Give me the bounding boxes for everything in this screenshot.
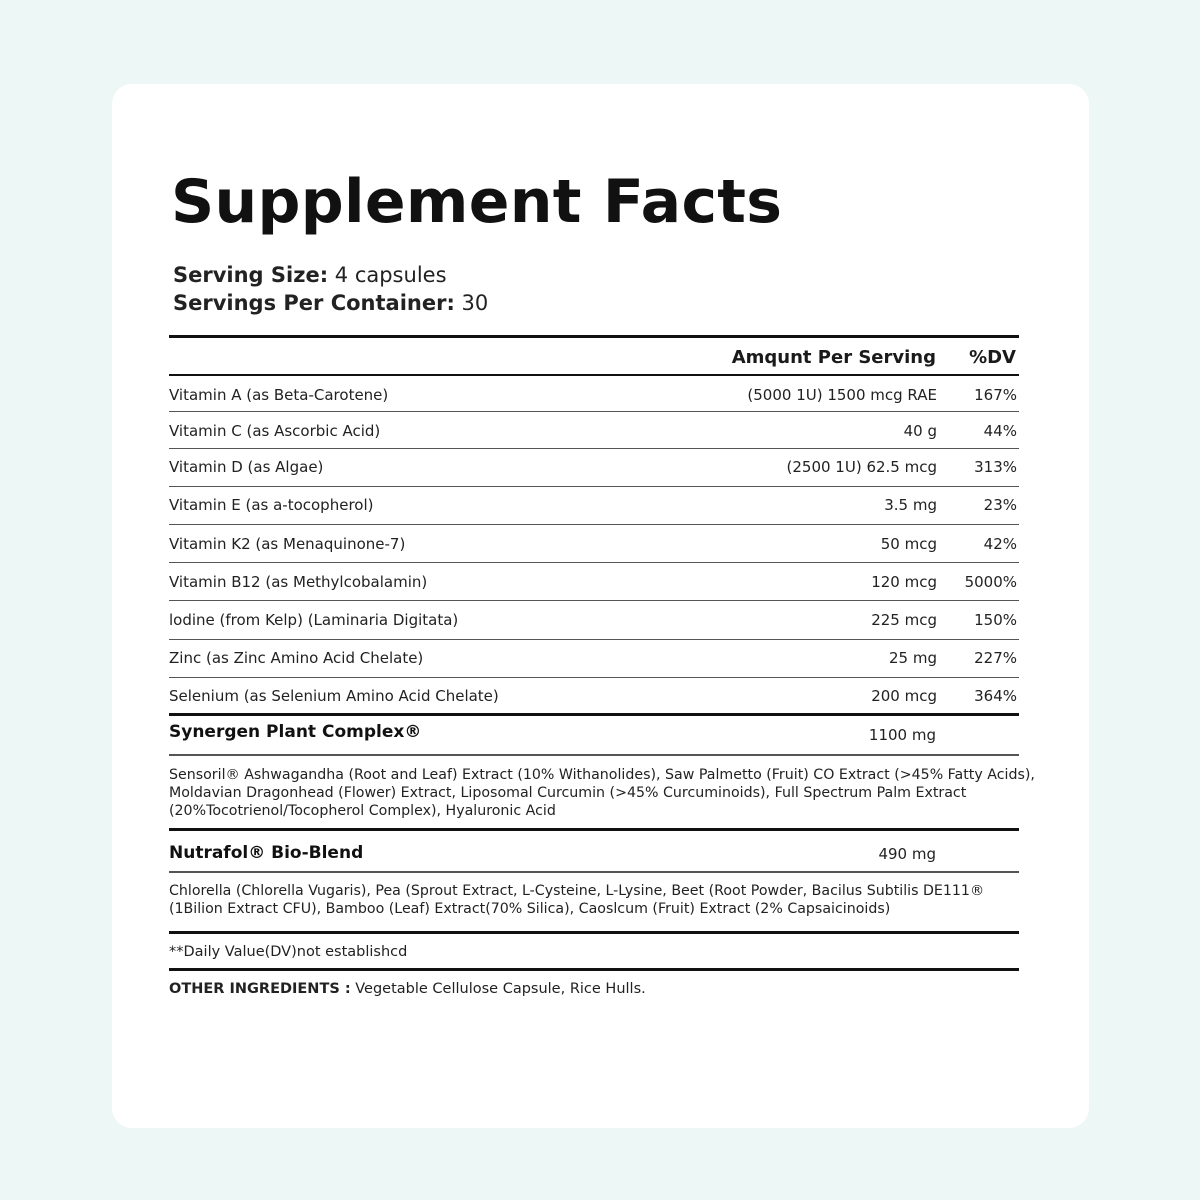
divider xyxy=(169,335,1019,338)
nutrient-row xyxy=(169,487,1019,523)
supplement-facts-card xyxy=(112,84,1089,1128)
blend-amount: 490 mg xyxy=(878,845,936,863)
nutrient-dv: 5000% xyxy=(964,573,1017,591)
footnote: **Daily Value(DV)not establishcd xyxy=(169,944,408,960)
nutrient-dv: 44% xyxy=(983,422,1017,440)
nutrient-dv: 150% xyxy=(974,611,1017,629)
other-ingredients xyxy=(169,979,646,999)
header-amount-per-serving: Amqunt Per Serving xyxy=(731,347,936,368)
divider xyxy=(169,562,1019,563)
page-title: Supplement Facts xyxy=(171,167,783,237)
nutrient-row xyxy=(169,526,1019,562)
nutrient-row xyxy=(169,449,1019,485)
servings-per-container-label: Servings Per Container: xyxy=(173,291,455,315)
nutrient-amount: 225 mcg xyxy=(871,611,937,629)
nutrient-name: Vitamin C (as Ascorbic Acid) xyxy=(169,422,381,440)
divider xyxy=(169,968,1019,971)
divider xyxy=(169,754,1019,756)
servings-per-container xyxy=(173,289,488,317)
nutrient-dv: 227% xyxy=(974,649,1017,667)
nutrient-name: Vitamin E (as a-tocopherol) xyxy=(169,496,374,514)
divider xyxy=(169,524,1019,525)
blend-amount: 1100 mg xyxy=(868,726,936,744)
servings-per-container-value: 30 xyxy=(461,291,489,315)
nutrient-name: lodine (from Kelp) (Laminaria Digitata) xyxy=(169,611,459,629)
nutrient-row xyxy=(169,602,1019,638)
blend-name: Synergen Plant Complex® xyxy=(169,722,422,742)
serving-size-value: 4 capsules xyxy=(334,263,447,287)
nutrient-row xyxy=(169,413,1019,449)
nutrient-name: Vitamin B12 (as Methylcobalamin) xyxy=(169,573,428,591)
divider xyxy=(169,600,1019,601)
nutrient-dv: 313% xyxy=(974,458,1017,476)
nutrient-amount: 200 mcg xyxy=(871,687,937,705)
nutrient-dv: 364% xyxy=(974,687,1017,705)
nutrient-name: Selenium (as Selenium Amino Acid Chelate) xyxy=(169,687,499,705)
nutrient-row xyxy=(169,678,1019,714)
nutrient-amount: (5000 1U) 1500 mcg RAE xyxy=(747,386,937,404)
blend-ingredients: Sensoril® Ashwagandha (Root and Leaf) Extract (10% Withanolides), Saw Palmetto (Fruit) CO Extract (>45% Fatty Acids), Moldavian Dragonhead (Flower) Extract, Liposomal Curcumin (>45% Curcuminoids), Full Spectrum Palm Extract (20%Tocotrienol/Tocopherol Complex), Hyaluronic Acid xyxy=(169,767,1035,819)
serving-size-label: Serving Size: xyxy=(173,263,329,287)
nutrient-row xyxy=(169,564,1019,600)
divider xyxy=(169,871,1019,873)
blend-ingredients: Chlorella (Chlorella Vugaris), Pea (Sprout Extract, L-Cysteine, L-Lysine, Beet (Root Powder, Bacilus Subtilis DE111® (1Bilion Extract CFU), Bamboo (Leaf) Extract(70% Silica), Caoslcum (Fruit) Extract (2% Capsaicinoids) xyxy=(169,883,985,917)
nutrient-dv: 23% xyxy=(983,496,1017,514)
blend-name: Nutrafol® Bio-Blend xyxy=(169,843,364,863)
nutrient-amount: 3.5 mg xyxy=(884,496,937,514)
header-dv: %DV xyxy=(969,347,1016,368)
nutrient-amount: 50 mcg xyxy=(880,535,937,553)
nutrient-dv: 42% xyxy=(983,535,1017,553)
serving-size xyxy=(173,261,447,289)
nutrient-name: Vitamin K2 (as Menaquinone-7) xyxy=(169,535,406,553)
divider xyxy=(169,931,1019,934)
nutrient-row xyxy=(169,377,1019,413)
nutrient-row xyxy=(169,640,1019,676)
nutrient-amount: 25 mg xyxy=(889,649,937,667)
other-ingredients-value: Vegetable Cellulose Capsule, Rice Hulls. xyxy=(355,981,646,997)
divider xyxy=(169,374,1019,376)
nutrient-name: Zinc (as Zinc Amino Acid Chelate) xyxy=(169,649,424,667)
divider xyxy=(169,411,1019,412)
nutrient-name: Vitamin D (as Algae) xyxy=(169,458,324,476)
divider xyxy=(169,713,1019,716)
nutrient-dv: 167% xyxy=(974,386,1017,404)
nutrient-amount: 40 g xyxy=(903,422,937,440)
other-ingredients-label: OTHER INGREDIENTS : xyxy=(169,981,351,997)
nutrient-amount: (2500 1U) 62.5 mcg xyxy=(786,458,937,476)
nutrient-name: Vitamin A (as Beta-Carotene) xyxy=(169,386,389,404)
nutrient-amount: 120 mcg xyxy=(871,573,937,591)
divider xyxy=(169,828,1019,831)
